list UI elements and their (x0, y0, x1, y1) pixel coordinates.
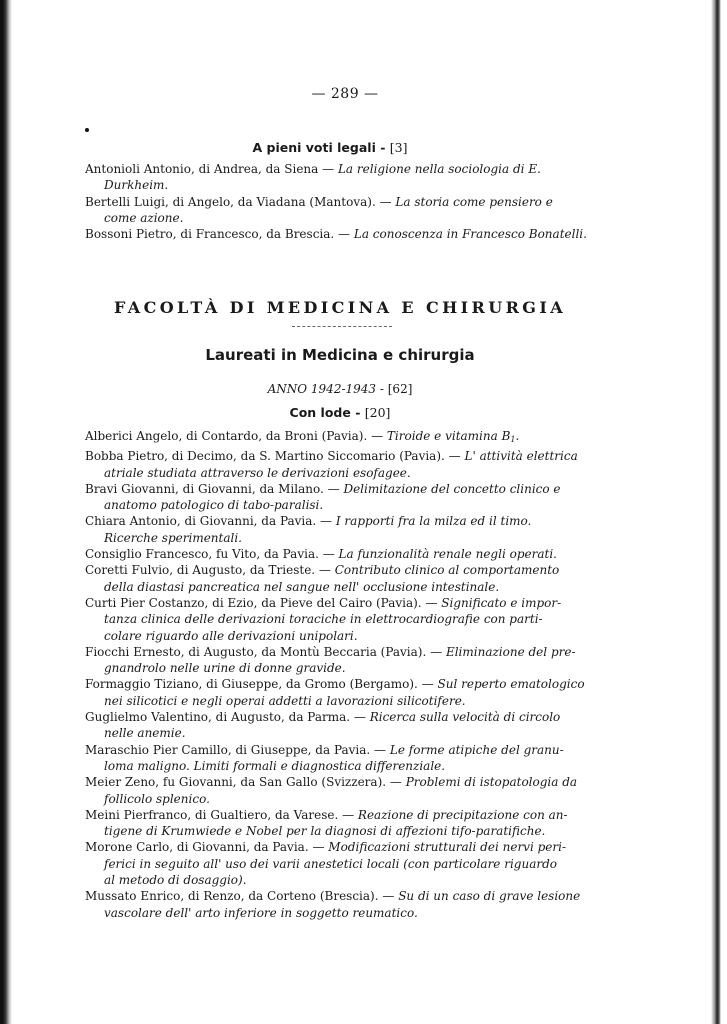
list-item (85, 888, 597, 921)
list-item (85, 709, 597, 742)
entry-title-cont: follicolo splenico. (104, 791, 210, 806)
entry-title: Reazione di precipitazione con an- (357, 807, 568, 822)
list-item (85, 742, 597, 775)
entry-author: Curti Pier Costanzo, di Ezio, da Pieve del Cairo (Pavia). (85, 595, 422, 610)
entry-title: Tiroide e vitamina B (386, 429, 511, 443)
entry-sep: — (334, 227, 354, 242)
entry-title: Delimitazione del concetto clinico e (343, 481, 561, 496)
entry-title: La religione nella sociologia di E. (337, 162, 541, 176)
section-heading: A pieni voti legali - [3] (252, 140, 408, 155)
entry-sep: — (370, 742, 390, 757)
entry-sep: — (338, 807, 358, 822)
entry-title-cont: atriale studiata attraverso le derivazioni esofagee. (104, 465, 411, 480)
entry-author: Bobba Pietro, di Decimo, da S. Martino Siccomario (Pavia). (85, 449, 445, 464)
entry-title: I rapporti fra la milza ed il timo. (335, 514, 532, 529)
section-heading-count: [3] (389, 140, 408, 155)
entry-title-cont: al metodo di dosaggio). (104, 873, 247, 888)
entry-subscript: 1 (510, 435, 516, 444)
list-item (85, 644, 597, 677)
entry-sep: — (350, 710, 370, 725)
entry-author: Fiocchi Ernesto, di Augusto, da Montù Beccaria (Pavia). (85, 644, 427, 659)
entry-sep: — (318, 547, 339, 562)
entry-title-cont: vascolare dell' arto inferiore in soggetto reumatico. (104, 905, 418, 920)
entry-sep: — (316, 514, 336, 529)
list-item (85, 839, 597, 888)
entry-title-cont: ferici in seguito all' uso dei varii anestetici locali (con particolare riguardo (104, 856, 558, 871)
entry-title: La storia come pensiero e (395, 194, 553, 209)
faculty-title: FACOLTÀ DI MEDICINA E CHIRURGIA (113, 298, 567, 317)
entry-sep: — (417, 677, 438, 692)
list-item (85, 448, 597, 481)
divider (292, 326, 392, 327)
entry-title: Su di un caso di grave lesione (398, 889, 581, 904)
entry-title: L' attività elettrica (464, 449, 578, 464)
entry-author: Meier Zeno, fu Giovanni, da San Gallo (Svizzera). (85, 775, 387, 790)
page-number: — 289 — (311, 86, 379, 102)
lode-count: [20] (364, 405, 391, 420)
scan-edge-right (711, 0, 727, 1024)
entry-author: Chiara Antonio, di Giovanni, da Pavia. (85, 514, 317, 529)
entry-author: Bossoni Pietro, di Francesco, da Brescia. (85, 227, 335, 242)
entry-title-cont: come azione. (104, 210, 184, 225)
entry-title: La funzionalità renale negli operati. (338, 547, 557, 562)
entry-author: Morone Carlo, di Giovanni, da Pavia. (85, 840, 309, 855)
entry-sep: — (386, 775, 406, 790)
entry-title-cont: gnandrolo nelle urine di donne gravide. (104, 661, 346, 676)
entry-author: Maraschio Pier Camillo, di Giuseppe, da Pavia. (85, 742, 371, 757)
entry-author: Antonioli Antonio, di Andrea, da Siena (85, 162, 319, 176)
entry-title-cont: loma maligno. Limiti formali e diagnostica differenziale. (104, 758, 446, 773)
section-heading-label: A pieni voti legali (252, 140, 376, 155)
entry-author: Formaggio Tiziano, di Giuseppe, da Gromo (Bergamo). (85, 677, 418, 692)
list-item (85, 428, 597, 448)
entry-title: La conoscenza in Francesco Bonatelli. (353, 227, 587, 242)
entry-title: Significato e impor- (441, 595, 562, 610)
list-item (85, 481, 597, 514)
entry-title-cont: tanza clinica delle derivazioni toraciche in elettrocardiografie con parti- (104, 612, 543, 627)
year-line: ANNO 1942-1943 - [62] (267, 382, 413, 396)
list-item (85, 194, 597, 227)
entry-title: Sul reperto ematologico (437, 677, 585, 692)
degree-title: Laureati in Medicina e chirurgia (205, 346, 475, 364)
list-item (85, 562, 597, 595)
entry-title-end: . (515, 429, 520, 443)
entry-title: Contributo clinico al comportamento (334, 563, 560, 578)
entry-author: Meini Pierfranco, di Gualtiero, da Varese. (85, 807, 339, 822)
entry-sep: — (444, 449, 465, 464)
entry-title-cont: Durkheim. (104, 178, 169, 193)
stray-mark (85, 128, 89, 132)
section1-entries (85, 161, 597, 242)
entry-author: Consiglio Francesco, fu Vito, da Pavia. (85, 547, 319, 562)
entry-sep: — (315, 563, 335, 578)
year-label: ANNO 1942-1943 (267, 382, 377, 396)
list-item (85, 595, 597, 644)
entry-title-cont: nei silicotici e negli operai addetti a lavorazioni silicotifere. (104, 693, 466, 708)
entry-sep: — (378, 889, 399, 904)
entry-sep: — (308, 840, 329, 855)
entry-author: Alberici Angelo, di Contardo, da Broni (Pavia). (85, 429, 368, 443)
entry-author: Guglielmo Valentino, di Augusto, da Parma. (85, 710, 351, 725)
entry-author: Coretti Fulvio, di Augusto, da Trieste. (85, 563, 316, 578)
lode-label: Con lode (289, 405, 351, 420)
entry-title: Modificazioni strutturali dei nervi peri- (328, 840, 567, 855)
entry-title: Ricerca sulla velocità di circolo (369, 710, 561, 725)
entry-author: Mussato Enrico, di Renzo, da Corteno (Brescia). (85, 889, 379, 904)
entry-title-cont: nelle anemie. (104, 726, 186, 741)
entry-author: Bertelli Luigi, di Angelo, da Viadana (Mantova). (85, 194, 376, 209)
year-count: [62] (387, 382, 413, 396)
list-item (85, 774, 597, 807)
entry-sep: — (426, 644, 446, 659)
entry-title-cont: colare riguardo alle derivazioni unipolari. (104, 628, 358, 643)
entry-title: Le forme atipiche del granu- (389, 742, 564, 757)
entry-title-cont: Ricerche sperimentali. (104, 530, 242, 545)
entry-title: Eliminazione del pre- (445, 644, 576, 659)
entry-title-cont: della diastasi pancreatica nel sangue nell' occlusione intestinale. (104, 579, 500, 594)
entry-sep: — (367, 429, 387, 443)
list-item (85, 676, 597, 709)
entry-sep: — (318, 162, 338, 176)
graduate-entries (85, 428, 597, 921)
lode-heading: Con lode - [20] (289, 405, 391, 420)
entry-title-cont: anatomo patologico di tabo-paralisi. (104, 498, 324, 513)
list-item (85, 807, 597, 840)
list-item (85, 226, 597, 242)
entry-sep: — (375, 194, 396, 209)
list-item (85, 513, 597, 546)
entry-sep: — (421, 595, 442, 610)
entry-title-cont: tigene di Krumwiede e Nobel per la diagnosi di affezioni tifo-paratifiche. (104, 824, 546, 839)
entry-title: Problemi di istopatologia da (405, 775, 578, 790)
entry-author: Bravi Giovanni, di Giovanni, da Milano. (85, 481, 324, 496)
entry-sep: — (323, 481, 344, 496)
list-item (85, 546, 597, 562)
list-item (85, 161, 597, 194)
